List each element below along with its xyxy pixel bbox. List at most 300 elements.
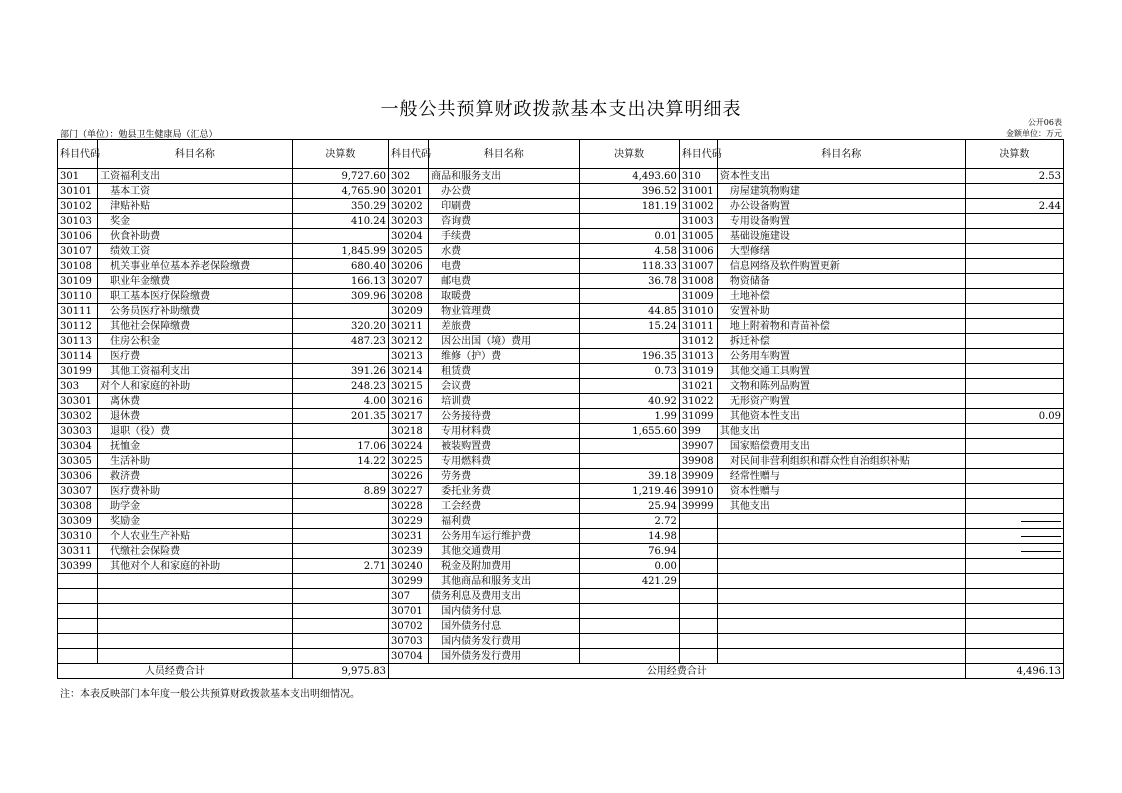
code-cell: 30226 [388, 469, 428, 484]
amount-cell [965, 604, 1063, 619]
amount-cell: 0.73 [579, 364, 679, 379]
code-cell: 30102 [58, 199, 98, 214]
name-cell: 物业管理费 [429, 304, 579, 319]
code-cell: 30106 [58, 229, 98, 244]
code-cell: 30227 [388, 484, 428, 499]
table-row [58, 289, 1064, 304]
name-cell: 资本性赠与 [717, 484, 965, 499]
code-cell: 31003 [679, 214, 717, 229]
name-cell [717, 649, 965, 664]
name-cell: 对民间非营利组织和群众性自治组织补贴 [717, 454, 965, 469]
table-row [58, 544, 1064, 559]
name-cell: 安置补助 [717, 304, 965, 319]
name-cell [717, 514, 965, 529]
amount-cell [579, 649, 679, 664]
code-cell: 30704 [388, 649, 428, 664]
code-cell: 30309 [58, 514, 98, 529]
name-cell: 医疗费补助 [98, 484, 293, 499]
amount-cell: 40.92 [579, 394, 679, 409]
code-cell: 30213 [388, 349, 428, 364]
code-cell: 39908 [679, 454, 717, 469]
table-row [58, 214, 1064, 229]
amount-cell [965, 529, 1063, 544]
name-cell [98, 619, 293, 634]
amount-cell [579, 214, 679, 229]
name-cell: 国内债务付息 [429, 604, 579, 619]
header-code-1: 科目代码 [58, 140, 98, 169]
amount-cell [292, 469, 388, 484]
amount-cell: 201.35 [292, 409, 388, 424]
name-cell: 津贴补贴 [98, 199, 293, 214]
code-cell: 30224 [388, 439, 428, 454]
code-cell: 39909 [679, 469, 717, 484]
code-cell: 30211 [388, 319, 428, 334]
name-cell: 邮电费 [429, 274, 579, 289]
code-cell: 30111 [58, 304, 98, 319]
code-cell: 30215 [388, 379, 428, 394]
amount-cell [579, 334, 679, 349]
amount-cell [965, 649, 1063, 664]
amount-cell [965, 364, 1063, 379]
name-cell: 职工基本医疗保险缴费 [98, 289, 293, 304]
name-cell [98, 649, 293, 664]
code-cell: 30114 [58, 349, 98, 364]
name-cell: 维修（护）费 [429, 349, 579, 364]
name-cell: 福利费 [429, 514, 579, 529]
table-row [58, 274, 1064, 289]
code-cell: 307 [388, 589, 428, 604]
code-cell [679, 604, 717, 619]
table-body [58, 169, 1064, 664]
name-cell: 拆迁补偿 [717, 334, 965, 349]
amount-cell: 2.72 [579, 514, 679, 529]
amount-cell [579, 619, 679, 634]
code-cell: 302 [388, 169, 428, 184]
code-cell: 30225 [388, 454, 428, 469]
code-cell [679, 514, 717, 529]
amount-cell: 39.18 [579, 469, 679, 484]
amount-cell: 9,727.60 [292, 169, 388, 184]
header-name-3: 科目名称 [717, 140, 965, 169]
amount-cell [579, 634, 679, 649]
name-cell [98, 589, 293, 604]
amount-cell: 118.33 [579, 259, 679, 274]
dash-mark [1021, 521, 1061, 522]
name-cell: 医疗费 [98, 349, 293, 364]
name-cell [98, 604, 293, 619]
name-cell: 大型修缮 [717, 244, 965, 259]
name-cell: 其他商品和服务支出 [429, 574, 579, 589]
table-row [58, 349, 1064, 364]
name-cell: 机关事业单位基本养老保险缴费 [98, 259, 293, 274]
name-cell: 其他支出 [717, 499, 965, 514]
name-cell: 公务接待费 [429, 409, 579, 424]
header-amount-2: 决算数 [579, 140, 679, 169]
amount-cell [965, 184, 1063, 199]
name-cell: 绩效工资 [98, 244, 293, 259]
amount-cell [965, 589, 1063, 604]
name-cell: 专用燃料费 [429, 454, 579, 469]
code-cell [679, 574, 717, 589]
code-cell [58, 574, 98, 589]
amount-cell [579, 454, 679, 469]
name-cell: 生活补助 [98, 454, 293, 469]
name-cell: 物资储备 [717, 274, 965, 289]
amount-cell [292, 529, 388, 544]
amount-cell [292, 634, 388, 649]
name-cell: 手续费 [429, 229, 579, 244]
name-cell: 经常性赠与 [717, 469, 965, 484]
amount-cell [965, 634, 1063, 649]
amount-cell: 2.44 [965, 199, 1063, 214]
code-cell [679, 619, 717, 634]
name-cell: 国内债务发行费用 [429, 634, 579, 649]
amount-cell: 391.26 [292, 364, 388, 379]
name-cell [717, 529, 965, 544]
amount-cell [965, 289, 1063, 304]
name-cell: 其他交通工具购置 [717, 364, 965, 379]
name-cell: 离休费 [98, 394, 293, 409]
name-cell: 国家赔偿费用支出 [717, 439, 965, 454]
code-cell: 30228 [388, 499, 428, 514]
header-name-2: 科目名称 [429, 140, 579, 169]
code-cell: 30305 [58, 454, 98, 469]
amount-cell: 320.20 [292, 319, 388, 334]
amount-cell: 0.01 [579, 229, 679, 244]
code-cell: 30303 [58, 424, 98, 439]
code-cell: 31099 [679, 409, 717, 424]
table-row [58, 244, 1064, 259]
amount-cell [965, 544, 1063, 559]
amount-cell: 1,655.60 [579, 424, 679, 439]
code-cell: 30310 [58, 529, 98, 544]
code-cell: 30113 [58, 334, 98, 349]
page-title: 一般公共预算财政拨款基本支出决算明细表 [380, 99, 742, 120]
code-cell: 31011 [679, 319, 717, 334]
name-cell: 救济费 [98, 469, 293, 484]
name-cell: 租赁费 [429, 364, 579, 379]
code-cell: 30101 [58, 184, 98, 199]
name-cell: 取暖费 [429, 289, 579, 304]
code-cell: 30107 [58, 244, 98, 259]
code-cell: 30112 [58, 319, 98, 334]
code-cell: 30311 [58, 544, 98, 559]
amount-cell [965, 574, 1063, 589]
amount-cell: 76.94 [579, 544, 679, 559]
code-cell: 30214 [388, 364, 428, 379]
amount-cell [292, 604, 388, 619]
code-cell: 31005 [679, 229, 717, 244]
table-row [58, 379, 1064, 394]
amount-cell [965, 469, 1063, 484]
amount-cell: 166.13 [292, 274, 388, 289]
dash-mark [1021, 536, 1061, 537]
name-cell: 资本性支出 [717, 169, 965, 184]
amount-cell [965, 244, 1063, 259]
table-row [58, 199, 1064, 214]
code-cell: 31010 [679, 304, 717, 319]
name-cell: 商品和服务支出 [429, 169, 579, 184]
amount-cell: 196.35 [579, 349, 679, 364]
code-cell: 30239 [388, 544, 428, 559]
name-cell: 工资福利支出 [98, 169, 293, 184]
table-row [58, 529, 1064, 544]
amount-cell [292, 544, 388, 559]
footnote: 注：本表反映部门本年度一般公共预算财政拨款基本支出明细情况。 [60, 689, 360, 700]
code-cell: 30299 [388, 574, 428, 589]
amount-cell [579, 289, 679, 304]
table-row [58, 229, 1064, 244]
amount-cell: 0.09 [965, 409, 1063, 424]
amount-cell: 36.78 [579, 274, 679, 289]
name-cell: 退职（役）费 [98, 424, 293, 439]
amount-cell [965, 454, 1063, 469]
code-cell [58, 589, 98, 604]
name-cell: 因公出国（境）费用 [429, 334, 579, 349]
amount-cell [965, 514, 1063, 529]
name-cell: 抚恤金 [98, 439, 293, 454]
code-cell: 39999 [679, 499, 717, 514]
totals-row [58, 664, 1064, 679]
name-cell [98, 634, 293, 649]
code-cell: 30307 [58, 484, 98, 499]
name-cell: 基础设施建设 [717, 229, 965, 244]
table-row [58, 514, 1064, 529]
code-cell: 31013 [679, 349, 717, 364]
amount-cell: 2.71 [292, 559, 388, 574]
code-cell: 30304 [58, 439, 98, 454]
code-cell: 30109 [58, 274, 98, 289]
name-cell: 其他资本性支出 [717, 409, 965, 424]
code-cell: 30212 [388, 334, 428, 349]
amount-cell: 396.52 [579, 184, 679, 199]
table-row [58, 619, 1064, 634]
code-cell: 30103 [58, 214, 98, 229]
amount-cell: 25.94 [579, 499, 679, 514]
name-cell: 基本工资 [98, 184, 293, 199]
name-cell: 工会经费 [429, 499, 579, 514]
code-cell: 30218 [388, 424, 428, 439]
table-row [58, 634, 1064, 649]
code-cell: 30207 [388, 274, 428, 289]
name-cell: 其他社会保障缴费 [98, 319, 293, 334]
public-total-label: 公用经费合计 [388, 664, 965, 679]
name-cell [717, 559, 965, 574]
code-cell: 30702 [388, 619, 428, 634]
name-cell: 对个人和家庭的补助 [98, 379, 293, 394]
name-cell: 无形资产购置 [717, 394, 965, 409]
code-cell [679, 649, 717, 664]
table-row [58, 604, 1064, 619]
code-cell [679, 589, 717, 604]
name-cell [717, 604, 965, 619]
code-cell: 310 [679, 169, 717, 184]
name-cell: 代缴社会保险费 [98, 544, 293, 559]
name-cell: 被装购置费 [429, 439, 579, 454]
amount-cell: 350.29 [292, 199, 388, 214]
name-cell: 培训费 [429, 394, 579, 409]
table-row [58, 409, 1064, 424]
name-cell [717, 619, 965, 634]
code-cell: 30302 [58, 409, 98, 424]
code-cell: 30231 [388, 529, 428, 544]
amount-cell [292, 424, 388, 439]
table-row [58, 304, 1064, 319]
amount-cell: 4,765.90 [292, 184, 388, 199]
name-cell: 差旅费 [429, 319, 579, 334]
name-cell: 助学金 [98, 499, 293, 514]
amount-cell [965, 484, 1063, 499]
name-cell: 其他支出 [717, 424, 965, 439]
code-cell: 31019 [679, 364, 717, 379]
table-row [58, 649, 1064, 664]
amount-cell: 1,219.46 [579, 484, 679, 499]
form-number: 公开06表 [1027, 118, 1062, 127]
amount-cell: 421.29 [579, 574, 679, 589]
amount-cell [292, 304, 388, 319]
expenditure-table [57, 139, 1064, 679]
amount-cell: 4.58 [579, 244, 679, 259]
name-cell: 债务利息及费用支出 [429, 589, 579, 604]
code-cell: 399 [679, 424, 717, 439]
table-row [58, 334, 1064, 349]
table-row [58, 364, 1064, 379]
amount-cell [965, 334, 1063, 349]
amount-cell: 4,493.60 [579, 169, 679, 184]
name-cell: 住房公积金 [98, 334, 293, 349]
code-cell: 30217 [388, 409, 428, 424]
amount-cell [292, 349, 388, 364]
table-row [58, 469, 1064, 484]
dash-mark [1021, 551, 1061, 552]
code-cell: 39907 [679, 439, 717, 454]
table-row [58, 559, 1064, 574]
amount-cell: 14.22 [292, 454, 388, 469]
table-row [58, 454, 1064, 469]
amount-cell: 15.24 [579, 319, 679, 334]
code-cell: 39910 [679, 484, 717, 499]
amount-cell [292, 589, 388, 604]
name-cell: 劳务费 [429, 469, 579, 484]
code-cell: 31021 [679, 379, 717, 394]
table-row [58, 169, 1064, 184]
name-cell: 公务员医疗补助缴费 [98, 304, 293, 319]
table-row [58, 574, 1064, 589]
personnel-total-label: 人员经费合计 [58, 664, 293, 679]
name-cell: 咨询费 [429, 214, 579, 229]
amount-cell: 309.96 [292, 289, 388, 304]
code-cell: 31007 [679, 259, 717, 274]
amount-cell: 410.24 [292, 214, 388, 229]
amount-cell [965, 319, 1063, 334]
code-cell [679, 544, 717, 559]
code-cell: 31002 [679, 199, 717, 214]
amount-cell: 17.06 [292, 439, 388, 454]
amount-cell [965, 229, 1063, 244]
name-cell: 委托业务费 [429, 484, 579, 499]
code-cell: 31008 [679, 274, 717, 289]
code-cell [58, 604, 98, 619]
code-cell: 30108 [58, 259, 98, 274]
code-cell: 30399 [58, 559, 98, 574]
code-cell: 30208 [388, 289, 428, 304]
name-cell: 水费 [429, 244, 579, 259]
name-cell [717, 634, 965, 649]
name-cell: 办公设备购置 [717, 199, 965, 214]
amount-cell [579, 589, 679, 604]
public-total-value: 4,496.13 [965, 664, 1063, 679]
amount-cell [579, 439, 679, 454]
name-cell: 其他工资福利支出 [98, 364, 293, 379]
amount-cell [965, 619, 1063, 634]
amount-cell [965, 274, 1063, 289]
code-cell [58, 649, 98, 664]
name-cell: 公务用车购置 [717, 349, 965, 364]
code-cell: 31006 [679, 244, 717, 259]
table-row [58, 319, 1064, 334]
code-cell: 30204 [388, 229, 428, 244]
code-cell [679, 529, 717, 544]
code-cell: 30301 [58, 394, 98, 409]
name-cell: 房屋建筑物购建 [717, 184, 965, 199]
amount-cell [965, 304, 1063, 319]
amount-cell: 248.23 [292, 379, 388, 394]
name-cell: 其他交通费用 [429, 544, 579, 559]
amount-cell: 1.99 [579, 409, 679, 424]
amount-cell: 4.00 [292, 394, 388, 409]
code-cell: 30199 [58, 364, 98, 379]
name-cell: 地上附着物和青苗补偿 [717, 319, 965, 334]
header-code-3: 科目代码 [679, 140, 717, 169]
code-cell: 30205 [388, 244, 428, 259]
code-cell: 30203 [388, 214, 428, 229]
code-cell [679, 559, 717, 574]
table-row [58, 439, 1064, 454]
amount-cell: 1,845.99 [292, 244, 388, 259]
amount-cell [965, 499, 1063, 514]
table-row [58, 184, 1064, 199]
amount-cell [292, 649, 388, 664]
table-row [58, 394, 1064, 409]
code-cell: 301 [58, 169, 98, 184]
header-amount-3: 决算数 [965, 140, 1063, 169]
name-cell: 国外债务付息 [429, 619, 579, 634]
code-cell: 30240 [388, 559, 428, 574]
header-name-1: 科目名称 [98, 140, 293, 169]
name-cell: 个人农业生产补贴 [98, 529, 293, 544]
name-cell: 退休费 [98, 409, 293, 424]
name-cell: 奖励金 [98, 514, 293, 529]
amount-cell: 181.19 [579, 199, 679, 214]
amount-cell [292, 574, 388, 589]
amount-unit: 金额单位：万元 [1006, 129, 1062, 138]
amount-cell [579, 379, 679, 394]
amount-cell: 44.85 [579, 304, 679, 319]
name-cell: 电费 [429, 259, 579, 274]
personnel-total-value: 9,975.83 [292, 664, 388, 679]
table-row [58, 499, 1064, 514]
name-cell: 其他对个人和家庭的补助 [98, 559, 293, 574]
name-cell: 办公费 [429, 184, 579, 199]
code-cell: 30110 [58, 289, 98, 304]
name-cell: 税金及附加费用 [429, 559, 579, 574]
code-cell [58, 619, 98, 634]
amount-cell: 8.89 [292, 484, 388, 499]
name-cell: 公务用车运行维护费 [429, 529, 579, 544]
name-cell: 职业年金缴费 [98, 274, 293, 289]
code-cell: 30206 [388, 259, 428, 274]
name-cell: 专用材料费 [429, 424, 579, 439]
